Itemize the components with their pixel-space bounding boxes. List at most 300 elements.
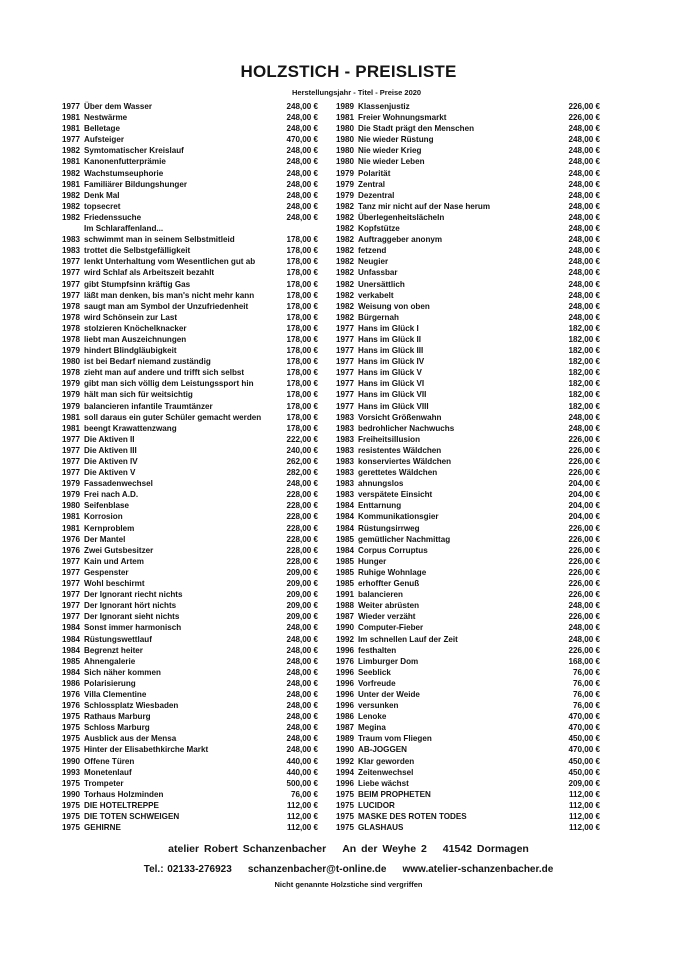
year-cell: 1983 — [336, 434, 355, 444]
price-row — [62, 389, 318, 400]
year-cell: 1981 — [62, 412, 81, 422]
title-cell: Polarität — [358, 168, 391, 178]
title-cell: Bürgernah — [358, 312, 399, 322]
price-row — [336, 545, 600, 556]
price-row — [336, 534, 600, 545]
year-cell: 1982 — [62, 190, 81, 200]
year-cell: 1977 — [336, 401, 355, 411]
price-row — [336, 700, 600, 711]
title-cell: Enttarnung — [358, 501, 402, 511]
price-row — [62, 511, 318, 522]
price-row — [336, 489, 600, 500]
year-cell: 1977 — [62, 102, 81, 111]
price-row — [62, 700, 318, 711]
title-cell: Überlegenheitslächeln — [358, 212, 445, 222]
price-row — [62, 667, 318, 678]
phone-number: Tel.: 02133-276923 — [143, 864, 232, 875]
price-row — [62, 279, 318, 290]
price-cell: 178,00 € — [286, 401, 318, 411]
price-row — [336, 301, 600, 312]
price-cell: 226,00 € — [568, 457, 600, 466]
price-cell: 248,00 € — [286, 190, 318, 200]
price-row — [62, 600, 318, 611]
year-cell: 1980 — [336, 157, 355, 167]
title-cell: LUCIDOR — [358, 800, 395, 810]
year-cell: 1982 — [336, 301, 355, 311]
year-cell: 1990 — [336, 623, 355, 633]
year-cell: 1977 — [336, 323, 355, 333]
price-row — [336, 279, 600, 290]
price-cell: 228,00 € — [286, 556, 318, 566]
year-cell: 1996 — [336, 678, 355, 688]
price-cell: 248,00 € — [286, 689, 318, 699]
price-row — [336, 722, 600, 733]
price-row — [62, 767, 318, 778]
price-cell: 248,00 € — [286, 102, 318, 111]
year-cell: 1985 — [62, 656, 81, 666]
year-cell: 1984 — [336, 501, 355, 511]
price-row — [62, 101, 318, 112]
title-cell: Freier Wohnungsmarkt — [358, 113, 447, 123]
year-cell: 1984 — [62, 667, 81, 677]
year-cell: 1982 — [62, 168, 81, 178]
title-cell: Frei nach A.D. — [84, 490, 139, 500]
title-cell: Kain und Artem — [84, 556, 144, 566]
price-row — [62, 744, 318, 755]
price-cell: 248,00 € — [568, 135, 600, 145]
title-cell: Denk Mal — [84, 190, 120, 200]
price-cell: 240,00 € — [286, 445, 318, 455]
year-cell: 1975 — [62, 800, 81, 810]
title-cell: DIE HOTELTREPPE — [84, 800, 159, 810]
price-cell: 248,00 € — [286, 745, 318, 755]
price-row — [336, 578, 600, 589]
title-cell: ist bei Bedarf niemand zuständig — [84, 357, 211, 367]
year-cell: 1975 — [62, 712, 81, 722]
year-cell: 1996 — [336, 645, 355, 655]
title-cell: Die Aktiven IV — [84, 457, 138, 466]
title-cell: lenkt Unterhaltung vom Wesentlichen gut ab — [84, 257, 256, 267]
title-cell: Hans im Glück IV — [358, 357, 425, 367]
price-row — [336, 456, 600, 467]
year-cell: 1985 — [336, 579, 355, 589]
footer-note: Nicht genannte Holzstiche sind vergriffen — [274, 880, 423, 889]
title-cell: Der Mantel — [84, 534, 126, 544]
title-cell: liebt man Auszeichnungen — [84, 334, 187, 344]
year-cell: 1981 — [336, 113, 355, 123]
price-cell: 112,00 € — [568, 823, 600, 833]
price-row — [62, 545, 318, 556]
year-cell: 1975 — [62, 823, 81, 833]
year-cell: 1981 — [62, 124, 81, 134]
price-cell: 248,00 € — [568, 412, 600, 422]
price-row — [336, 511, 600, 522]
year-cell: 1978 — [62, 323, 81, 333]
year-cell: 1979 — [336, 168, 355, 178]
title-cell: saugt man am Symbol der Unzufriedenheit — [84, 301, 249, 311]
title-cell: Weiter abrüsten — [358, 601, 420, 611]
title-cell: DIE TOTEN SCHWEIGEN — [84, 812, 180, 821]
price-row — [336, 756, 600, 767]
title-cell: Symtomatischer Kreislauf — [84, 146, 184, 156]
price-cell: 248,00 € — [286, 479, 318, 489]
title-cell: Wieder verzäht — [358, 612, 416, 622]
title-cell: Klar geworden — [358, 756, 415, 766]
price-cell: 248,00 € — [568, 423, 600, 433]
title-cell: festhalten — [358, 645, 397, 655]
title-cell: Zeitenwechsel — [358, 767, 414, 777]
price-row — [336, 800, 600, 811]
price-cell: 209,00 € — [568, 778, 600, 788]
title-cell: Weisung von oben — [358, 301, 430, 311]
year-cell: 1982 — [62, 146, 81, 156]
title-cell: GLASHAUS — [358, 823, 404, 833]
year-cell: 1989 — [336, 734, 355, 744]
price-cell: 178,00 € — [286, 323, 318, 333]
price-row — [336, 323, 600, 334]
year-cell: 1983 — [336, 468, 355, 478]
price-cell: 76,00 € — [290, 789, 318, 799]
title-cell: Hans im Glück VIII — [358, 401, 429, 411]
title-cell: Monetenlauf — [84, 767, 132, 777]
price-cell: 248,00 € — [286, 179, 318, 189]
title-cell: gibt Stumpfsinn kräftig Gas — [84, 279, 191, 289]
year-cell: 1979 — [62, 401, 81, 411]
price-cell: 248,00 € — [286, 623, 318, 633]
price-cell: 226,00 € — [568, 645, 600, 655]
price-row — [62, 733, 318, 744]
title-cell: Dezentral — [358, 190, 395, 200]
title-cell: AB-JOGGEN — [358, 745, 408, 755]
price-row — [62, 478, 318, 489]
title-cell: Hans im Glück II — [358, 334, 421, 344]
price-cell: 248,00 € — [568, 268, 600, 278]
year-cell: 1993 — [62, 767, 81, 777]
price-row — [62, 134, 318, 145]
title-cell: Unfassbar — [358, 268, 398, 278]
price-cell: 204,00 € — [568, 490, 600, 500]
title-cell: BEIM PROPHETEN — [358, 789, 431, 799]
title-cell: Lenoke — [358, 712, 387, 722]
year-cell: 1981 — [62, 523, 81, 533]
year-cell: 1975 — [336, 812, 355, 821]
year-cell: 1982 — [336, 246, 355, 256]
title-cell: Die Aktiven II — [84, 434, 135, 444]
price-cell: 226,00 € — [568, 434, 600, 444]
title-cell: wird Schönsein zur Last — [84, 312, 178, 322]
price-cell: 112,00 € — [568, 800, 600, 810]
price-row — [336, 789, 600, 800]
title-cell: fetzend — [358, 246, 387, 256]
price-row — [62, 556, 318, 567]
title-cell: Sich näher kommen — [84, 667, 161, 677]
year-cell: 1978 — [62, 301, 81, 311]
price-cell: 450,00 € — [568, 767, 600, 777]
price-cell: 112,00 € — [286, 823, 318, 833]
price-row — [62, 378, 318, 389]
year-cell: 1980 — [336, 135, 355, 145]
price-cell: 248,00 € — [568, 601, 600, 611]
title-cell: Traum vom Fliegen — [358, 734, 432, 744]
title-cell: topsecret — [84, 201, 121, 211]
year-cell: 1979 — [62, 490, 81, 500]
title-cell: Aufsteiger — [84, 135, 125, 145]
price-cell: 440,00 € — [286, 756, 318, 766]
price-cell: 204,00 € — [568, 512, 600, 522]
title-cell: Megina — [358, 723, 386, 733]
year-cell: 1977 — [62, 135, 81, 145]
year-cell: 1979 — [62, 479, 81, 489]
price-row — [336, 312, 600, 323]
price-cell: 178,00 € — [286, 301, 318, 311]
price-row — [336, 412, 600, 423]
price-cell: 248,00 € — [568, 634, 600, 644]
year-cell: 1992 — [336, 634, 355, 644]
price-row — [62, 112, 318, 123]
price-cell: 228,00 € — [286, 545, 318, 555]
year-cell: 1983 — [336, 423, 355, 433]
year-cell: 1982 — [336, 235, 355, 245]
price-cell: 248,00 € — [568, 201, 600, 211]
title-cell: Trompeter — [84, 778, 124, 788]
price-cell: 182,00 € — [568, 390, 600, 400]
year-cell: 1975 — [62, 812, 81, 821]
price-row — [336, 367, 600, 378]
price-row — [62, 756, 318, 767]
price-cell: 182,00 € — [568, 357, 600, 367]
price-row — [336, 478, 600, 489]
price-cell: 226,00 € — [568, 113, 600, 123]
price-row — [62, 423, 318, 434]
title-cell: Im Schlaraffenland... — [84, 224, 164, 234]
price-cell: 248,00 € — [568, 212, 600, 222]
price-cell: 248,00 € — [286, 168, 318, 178]
price-cell: 226,00 € — [568, 612, 600, 622]
year-cell: 1989 — [336, 102, 355, 111]
price-cell: 282,00 € — [286, 468, 318, 478]
title-cell: Der Ignorant hört nichts — [84, 601, 177, 611]
year-cell: 1977 — [62, 457, 81, 466]
price-cell: 248,00 € — [286, 645, 318, 655]
price-row — [62, 312, 318, 323]
price-row — [336, 611, 600, 622]
price-row — [336, 711, 600, 722]
price-row — [62, 722, 318, 733]
year-cell: 1979 — [62, 379, 81, 389]
year-cell: 1984 — [62, 623, 81, 633]
title-cell: schwimmt man in seinem Selbstmitleid — [84, 235, 235, 245]
price-cell: 248,00 € — [286, 201, 318, 211]
title-cell: Nie wieder Leben — [358, 157, 425, 167]
year-cell: 1979 — [336, 190, 355, 200]
price-cell: 470,00 € — [568, 712, 600, 722]
city-address: 41542 Dormagen — [442, 843, 529, 855]
price-row — [336, 267, 600, 278]
year-cell: 1977 — [62, 434, 81, 444]
year-cell: 1975 — [336, 789, 355, 799]
title-cell: soll daraus ein guter Schüler gemacht werden — [84, 412, 262, 422]
title-cell: Nestwärme — [84, 113, 128, 123]
title-cell: Gespenster — [84, 567, 129, 577]
price-row — [336, 634, 600, 645]
price-row — [336, 645, 600, 656]
price-row — [336, 168, 600, 179]
year-cell: 1977 — [62, 445, 81, 455]
title-cell: Sonst immer harmonisch — [84, 623, 182, 633]
email-address: schanzenbacher@t-online.de — [247, 864, 387, 875]
price-row — [336, 134, 600, 145]
year-cell: 1982 — [62, 212, 81, 222]
year-cell: 1981 — [62, 423, 81, 433]
price-row — [62, 645, 318, 656]
year-cell: 1981 — [62, 179, 81, 189]
title-cell: stolzieren Knöchelknacker — [84, 323, 187, 333]
title-cell: erhoffter Genuß — [358, 579, 420, 589]
title-cell: Schlossplatz Wiesbaden — [84, 701, 179, 711]
year-cell: 1977 — [336, 368, 355, 378]
price-row — [62, 689, 318, 700]
price-cell: 248,00 € — [568, 224, 600, 234]
title-cell: Vorsicht Größenwahn — [358, 412, 442, 422]
price-row — [336, 223, 600, 234]
year-cell: 1996 — [336, 689, 355, 699]
title-cell: Kanonenfutterprämie — [84, 157, 166, 167]
year-cell: 1985 — [336, 556, 355, 566]
price-row — [62, 523, 318, 534]
price-row — [336, 656, 600, 667]
price-row — [62, 778, 318, 789]
price-row — [62, 789, 318, 800]
title-cell: hält man sich für weitsichtig — [84, 390, 193, 400]
price-cell: 248,00 € — [286, 656, 318, 666]
price-cell: 209,00 € — [286, 590, 318, 600]
price-row — [336, 179, 600, 190]
year-cell: 1984 — [62, 645, 81, 655]
price-cell: 470,00 € — [286, 135, 318, 145]
title-cell: Unter der Weide — [358, 689, 420, 699]
title-cell: Friedenssuche — [84, 212, 142, 222]
price-cell: 248,00 € — [568, 279, 600, 289]
price-cell: 226,00 € — [568, 567, 600, 577]
title-cell: verspätete Einsicht — [358, 490, 433, 500]
price-cell: 248,00 € — [568, 157, 600, 167]
price-row — [62, 223, 318, 234]
price-row — [62, 145, 318, 156]
title-cell: Hans im Glück VII — [358, 390, 427, 400]
title-cell: Torhaus Holzminden — [84, 789, 164, 799]
price-row — [336, 101, 600, 112]
price-row — [336, 500, 600, 511]
price-cell: 228,00 € — [286, 512, 318, 522]
year-cell: 1984 — [62, 634, 81, 644]
price-cell: 226,00 € — [568, 445, 600, 455]
price-cell: 228,00 € — [286, 523, 318, 533]
price-row — [336, 145, 600, 156]
price-cell: 226,00 € — [568, 579, 600, 589]
year-cell: 1984 — [336, 523, 355, 533]
price-row — [336, 434, 600, 445]
year-cell: 1982 — [336, 201, 355, 211]
price-cell: 178,00 € — [286, 312, 318, 322]
price-cell: 209,00 € — [286, 567, 318, 577]
price-cell: 248,00 € — [286, 712, 318, 722]
price-row — [336, 190, 600, 201]
price-cell: 204,00 € — [568, 479, 600, 489]
title-cell: Limburger Dom — [358, 656, 419, 666]
title-cell: Offene Türen — [84, 756, 135, 766]
price-cell: 178,00 € — [286, 257, 318, 267]
price-row — [336, 123, 600, 134]
title-cell: Unersättlich — [358, 279, 405, 289]
title-cell: Korrosion — [84, 512, 123, 522]
price-cell: 112,00 € — [286, 800, 318, 810]
price-cell: 182,00 € — [568, 379, 600, 389]
price-cell: 209,00 € — [286, 601, 318, 611]
title-cell: Tanz mir nicht auf der Nase herum — [358, 201, 491, 211]
price-row — [62, 678, 318, 689]
title-cell: Ruhige Wohnlage — [358, 567, 427, 577]
price-cell: 222,00 € — [286, 434, 318, 444]
title-cell: Kopfstütze — [358, 224, 400, 234]
price-row — [62, 245, 318, 256]
price-cell: 248,00 € — [286, 212, 318, 222]
year-cell: 1977 — [62, 556, 81, 566]
year-cell: 1982 — [336, 257, 355, 267]
title-cell: Wohl beschirmt — [84, 579, 145, 589]
year-cell: 1983 — [62, 235, 81, 245]
price-cell: 226,00 € — [568, 468, 600, 478]
price-row — [62, 589, 318, 600]
title-cell: Rathaus Marburg — [84, 712, 151, 722]
year-cell: 1976 — [62, 534, 81, 544]
title-cell: beengt Krawattenzwang — [84, 423, 177, 433]
year-cell: 1977 — [336, 334, 355, 344]
price-cell: 178,00 € — [286, 423, 318, 433]
year-cell: 1978 — [62, 312, 81, 322]
price-cell: 178,00 € — [286, 357, 318, 367]
year-cell: 1983 — [336, 490, 355, 500]
price-row — [62, 179, 318, 190]
title-cell: Der Ignorant riecht nichts — [84, 590, 183, 600]
title-cell: Nie wieder Rüstung — [358, 135, 434, 145]
title-cell: Die Aktiven V — [84, 468, 136, 478]
price-cell: 226,00 € — [568, 102, 600, 111]
price-row — [62, 634, 318, 645]
price-row — [62, 334, 318, 345]
price-row — [62, 811, 318, 822]
price-row — [62, 356, 318, 367]
price-cell: 470,00 € — [568, 723, 600, 733]
year-cell: 1986 — [62, 678, 81, 688]
year-cell: 1990 — [62, 756, 81, 766]
title-cell: Hans im Glück III — [358, 346, 424, 356]
year-cell: 1988 — [336, 601, 355, 611]
title-cell: balancieren infantile Traumtänzer — [84, 401, 213, 411]
title-cell: Freiheitsillusion — [358, 434, 421, 444]
price-cell: 178,00 € — [286, 268, 318, 278]
title-cell: Rüstungswettlauf — [84, 634, 152, 644]
price-cell: 248,00 € — [286, 634, 318, 644]
price-row — [62, 290, 318, 301]
title-cell: Hunger — [358, 556, 387, 566]
title-cell: Villa Clementine — [84, 689, 147, 699]
price-row — [62, 212, 318, 223]
price-row — [336, 523, 600, 534]
price-row — [336, 256, 600, 267]
price-row — [62, 800, 318, 811]
price-row — [62, 123, 318, 134]
price-row — [62, 267, 318, 278]
